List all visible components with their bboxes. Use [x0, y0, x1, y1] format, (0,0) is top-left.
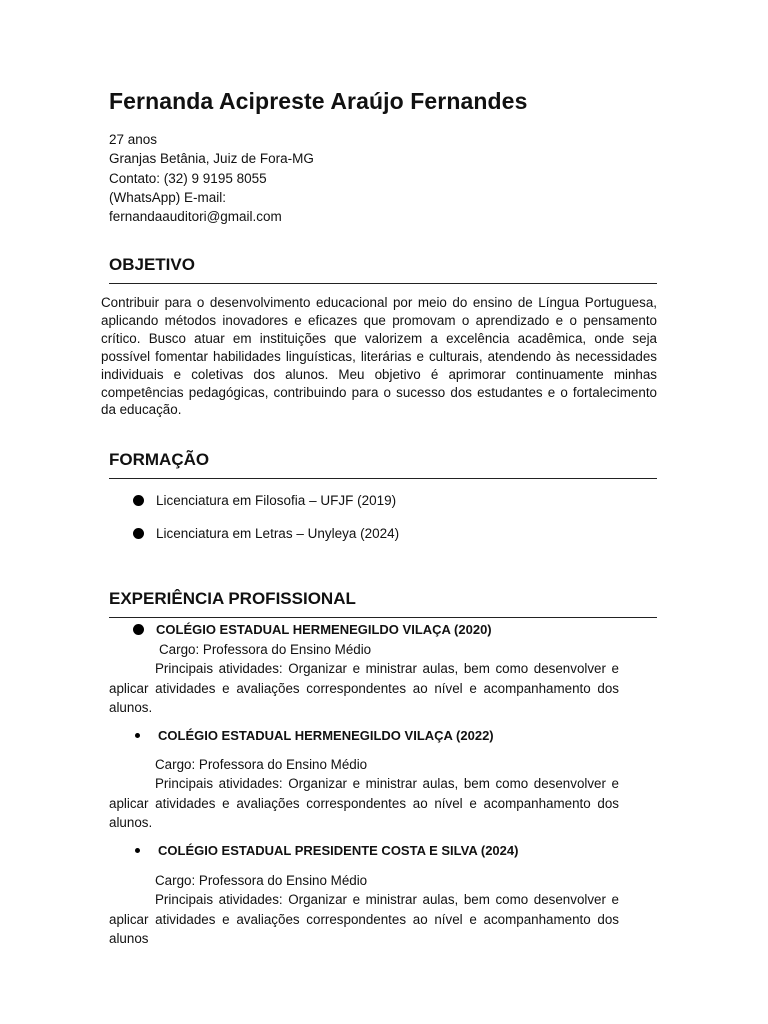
contact-block: [109, 130, 314, 226]
bullet-icon: [135, 848, 140, 853]
whatsapp-email-line: (WhatsApp) E-mail:: [109, 189, 227, 205]
education-item: [133, 493, 396, 508]
job-company: COLÉGIO ESTADUAL HERMENEGILDO VILAÇA (2022): [158, 728, 494, 743]
job-title-row: [133, 728, 494, 743]
objective-heading: OBJETIVO: [109, 255, 657, 284]
objective-text: Contribuir para o desenvolvimento educacional por meio do ensino de Língua Portuguesa, aplicando métodos inovadores e eficazes que promovam o aprendizado e o pensamento crítico. Busco atuar em instituições que valorizem a excelência acadêmica, onde seja possível fomentar habilidades linguísticas, literárias e culturais, atendendo às necessidades individuais e coletivas dos alunos. Meu objetivo é aprimorar continuamente minhas competências pedagógicas, contribuindo para o sucesso dos estudantes e o fortalecimento da educação.: [101, 295, 657, 418]
age-line: 27 anos: [109, 132, 158, 147]
job-details: [109, 871, 619, 948]
experience-heading: EXPERIÊNCIA PROFISSIONAL: [109, 589, 657, 618]
job-role: Cargo: Professora do Ensino Médio: [159, 642, 372, 657]
job-title-row: [133, 622, 492, 637]
job-details: [109, 755, 619, 832]
education-heading: FORMAÇÃO: [109, 450, 657, 479]
education-item: [133, 526, 399, 541]
job-role: Cargo: Professora do Ensino Médio: [155, 757, 368, 772]
bullet-icon: [135, 733, 140, 738]
education-item-label: Licenciatura em Letras – Unyleya (2024): [156, 526, 400, 541]
candidate-name: Fernanda Acipreste Araújo Fernandes: [109, 88, 528, 114]
bullet-icon: [133, 528, 144, 539]
phone-line: Contato: (32) 9 9195 8055: [109, 170, 267, 186]
job-title-row: [133, 843, 518, 858]
job-company: COLÉGIO ESTADUAL PRESIDENTE COSTA E SILVA (2024): [158, 843, 519, 858]
job-company: COLÉGIO ESTADUAL HERMENEGILDO VILAÇA (2020): [156, 622, 492, 637]
email-line: fernandaauditori@gmail.com: [109, 209, 282, 225]
job-role: Cargo: Professora do Ensino Médio: [155, 873, 368, 888]
job-activities: Principais atividades: Organizar e ministrar aulas, bem como desenvolver e aplicar atividades e avaliações correspondentes ao nível e acompanhamento dos alunos: [109, 892, 619, 946]
job-activities: Principais atividades: Organizar e ministrar aulas, bem como desenvolver e aplicar atividades e avaliações correspondentes ao nível e acompanhamento dos alunos.: [109, 776, 619, 830]
education-item-label: Licenciatura em Filosofia – UFJF (2019): [156, 493, 397, 508]
job-details: [109, 640, 619, 717]
job-activities: Principais atividades: Organizar e ministrar aulas, bem como desenvolver e aplicar atividades e avaliações correspondentes ao nível e acompanhamento dos alunos.: [109, 661, 619, 715]
bullet-icon: [133, 624, 144, 635]
address-line: Granjas Betânia, Juiz de Fora-MG: [109, 151, 314, 167]
bullet-icon: [133, 495, 144, 506]
